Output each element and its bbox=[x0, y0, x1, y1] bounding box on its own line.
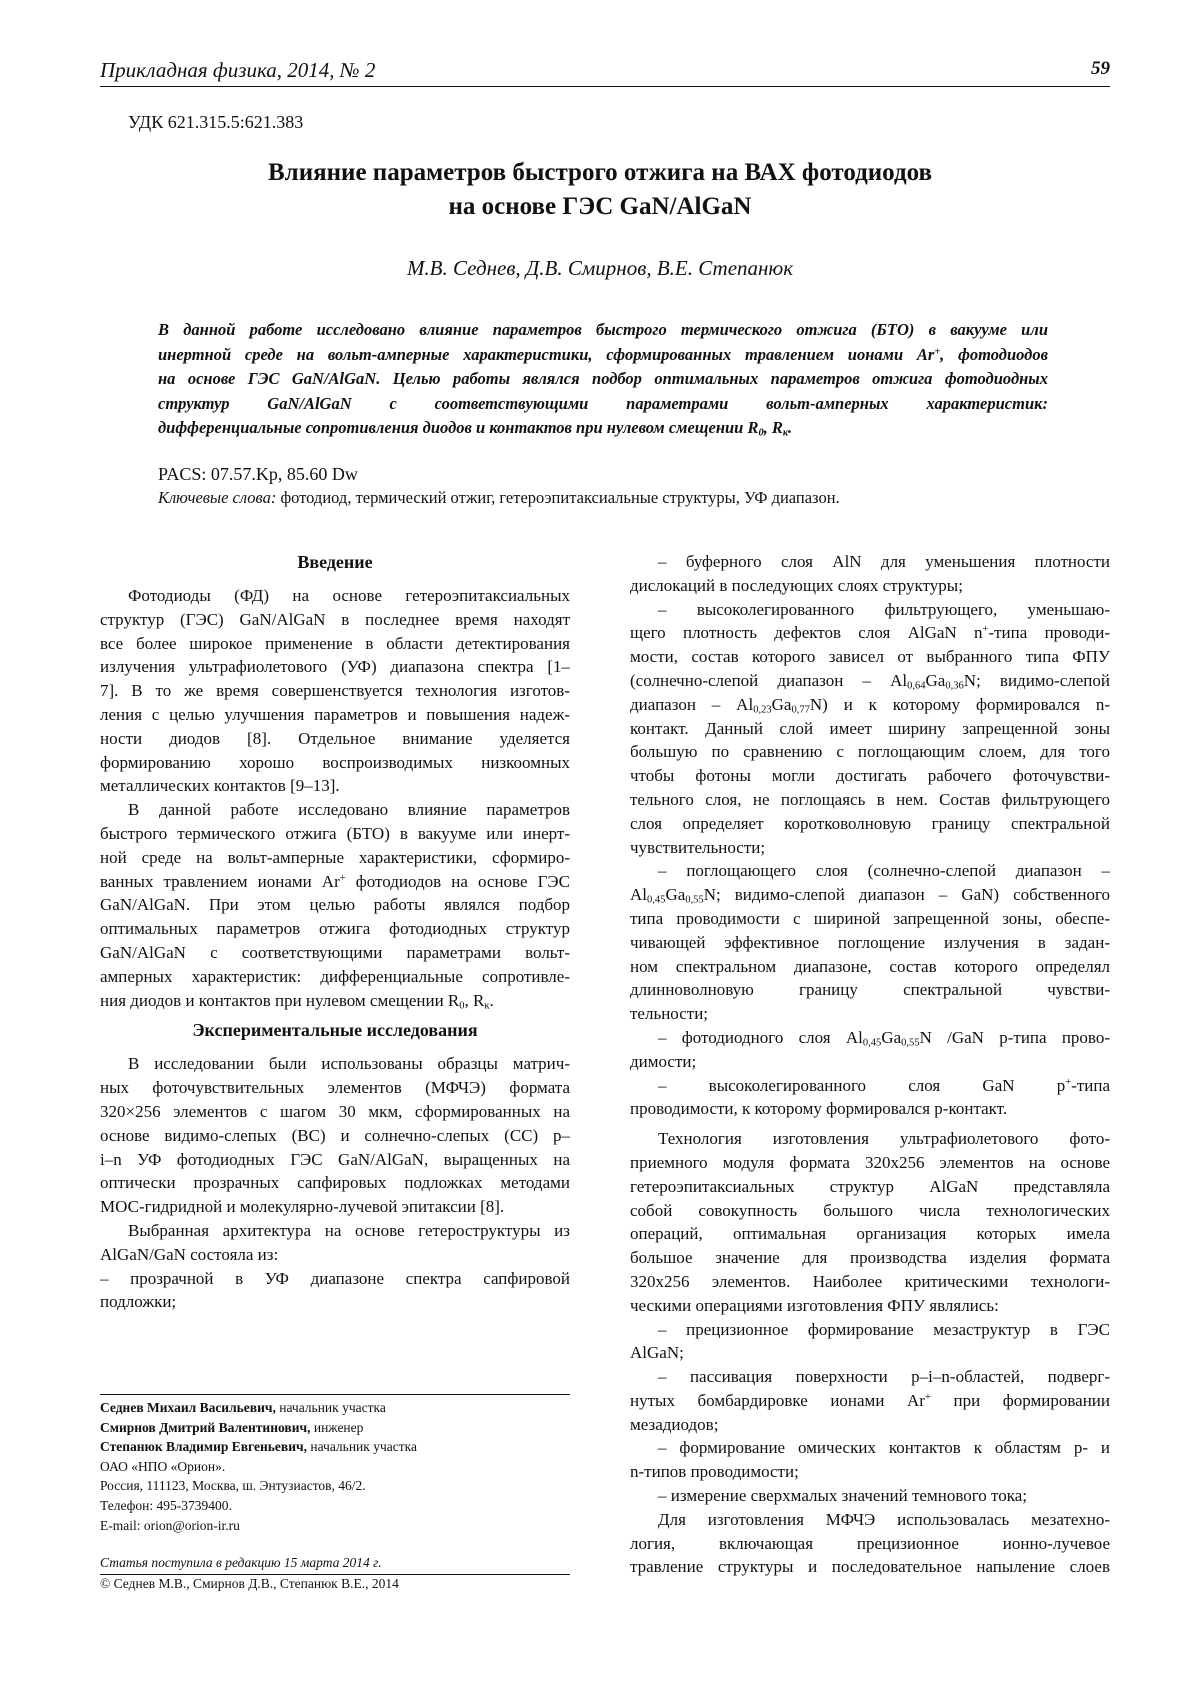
running-header bbox=[100, 58, 1110, 87]
journal-name: Прикладная физика, 2014, № 2 bbox=[100, 58, 376, 82]
page-number: 59 bbox=[1091, 58, 1110, 79]
abstract-line: на основе ГЭС GaN/AlGaN. Целью работы являлся подбор оптимальных параметров отжига фотодиодных bbox=[158, 369, 1048, 388]
abstract-line: В данной работе исследовано влияние параметров быстрого термического отжига (БТО) в вакууме или bbox=[158, 320, 1048, 339]
received-date: Статья поступила в редакцию 15 марта 2014 г. bbox=[100, 1555, 382, 1570]
copyright: © Седнев М.В., Смирнов Д.В., Степанюк В.Е., 2014 bbox=[100, 1576, 399, 1591]
paragraph-experimental-1: В исследовании были использованы образцы матрич- ных фоточувствительных элементов (МФЧЭ) формата 320×256 элементов с шагом 30 мкм, сформированных на основе видимо-слепых (ВС) и солнечно-слепых (СС) p– i–n УФ фотодиодных ГЭС GaN/AlGaN, выращенных на оптически прозрачных сапфировых подложках методами МОС-гидридной и молекулярно-лучевой эпитаксии [8]. bbox=[100, 1054, 570, 1217]
abstract-line: структур GaN/AlGaN с соответствующими параметрами вольт-амперных характеристик: bbox=[158, 393, 1048, 413]
list-item-substrate: – прозрачной в УФ диапазоне спектра сапфировой подложки; bbox=[100, 1268, 570, 1312]
list-item-buffer-layer: – буферного слоя AlN для уменьшения плотности дислокаций в последующих слоях структуры; bbox=[630, 552, 1110, 595]
paragraph-intro-1: Фотодиоды (ФД) на основе гетероэпитаксиальных структур (ГЭС) GaN/AlGaN в последнее время находят все более широкое применение в области детектирования излучения ультрафиолетового (УФ) диапазона спектра [1– 7]. В то же время совершенствуется технология изготов- ления с целью улучшения параметров и повышения надеж- ности диодов [8]. Отдельное внимание уделяется формированию хорошо воспроизводимых низкоомных металлических контактов [9–13]. bbox=[100, 586, 570, 796]
pacs-codes: PACS: 07.57.Kp, 85.60 Dw bbox=[158, 464, 358, 484]
paragraph-mesa-technology: Для изготовления МФЧЭ использовалась мезатехно- логия, включающая прецизионное ионно-лучевое травление структуры и последовательное напыление слоев bbox=[630, 1509, 1110, 1577]
udk-code: УДК 621.315.5:621.383 bbox=[128, 112, 304, 132]
keywords bbox=[158, 488, 840, 508]
right-column bbox=[630, 550, 1110, 1579]
list-item-ohmic-contacts: – формирование омических контактов к областям p- и n-типов проводимости; bbox=[630, 1438, 1110, 1482]
abstract bbox=[158, 318, 1048, 441]
list-item-photodiode-layer: – фотодиодного слоя $Al_{0,45}Ga_{0,55}N$ /GaN p-типа прово- димости; bbox=[630, 1027, 1110, 1071]
section-heading-introduction: Введение bbox=[297, 552, 373, 572]
list-item-contact-layer: – высоколегированного слоя GaN p+-типа проводимости, к которому формировался p-контакт. bbox=[630, 1075, 1110, 1119]
list-item-dark-current: – измерение сверхмалых значений темнового тока; bbox=[658, 1486, 1028, 1506]
abstract-line: инертной среде на вольт-амперные характеристики, сформированных травлением ионами Ar+, фотодиодов bbox=[158, 344, 1048, 364]
keywords-text: фотодиод, термический отжиг, гетероэпитаксиальные структуры, УФ диапазон. bbox=[280, 488, 840, 507]
phone: Телефон: 495-3739400. bbox=[100, 1497, 232, 1513]
author-list: М.В. Седнев, Д.В. Смирнов, В.Е. Степанюк bbox=[406, 256, 794, 280]
paragraph-intro-2: В данной работе исследовано влияние параметров быстрого термического отжига (БТО) в вакууме или инерт- ной среде на вольт-амперные характеристики, сформиро- ванных травлением ионами Ar+ фотодиодов на основе ГЭС GaN/AlGaN. При этом целью работы являлся подбор оптимальных параметров отжига фотодиодных структур GaN/AlGaN с соответствующими параметрами вольт- амперных характеристик: дифференциальные сопротивле- ния диодов и контактов при нулевом смещении $R_0$, $R_к$. bbox=[100, 800, 570, 1012]
article-title bbox=[100, 156, 1100, 224]
list-item-passivation: – пассивация поверхности p–i–n-областей, подверг- нутых бомбардировке ионами Ar+ при формировании мезадиодов; bbox=[630, 1367, 1110, 1434]
left-column bbox=[100, 550, 570, 1314]
email: E-mail: orion@orion-ir.ru bbox=[100, 1517, 240, 1533]
address: Россия, 111123, Москва, ш. Энтузиастов, 46/2. bbox=[100, 1478, 366, 1494]
section-heading-experimental: Экспериментальные исследования bbox=[192, 1020, 478, 1041]
footnote-divider bbox=[100, 1394, 570, 1395]
author-footnotes: Седнев Михаил Васильевич, начальник участка Смирнов Дмитрий Валентинович, инженер Степанюк Владимир Евгеньевич, начальник участка ОАО «НПО «Орион». Россия, 111123, Москва, ш. Энтузиастов, 46/2. Телефон: 495-3739400. E-mail: orion@orion-ir.ru bbox=[100, 1398, 570, 1535]
list-item-absorbing-layer: – поглощающего слоя (солнечно-слепой диапазон – $Al_{0,45}Ga_{0,55}N$; видимо-слепой диапазон – GaN) собственного типа проводимости с шириной запрещенной зоны, обеспе- чивающей эффективное поглощение излучения в задан- ном спектральном диапазоне, состав которого определял длинноволновую границу спектральной чувстви- тельности; bbox=[630, 861, 1110, 1024]
abstract-line: дифференциальные сопротивления диодов и контактов при нулевом смещении $R_0$, $R_к$. bbox=[158, 418, 793, 439]
title-line-1: Влияние параметров быстрого отжига на ВАХ фотодиодов bbox=[268, 159, 932, 186]
keywords-label: Ключевые слова: bbox=[158, 488, 277, 507]
paragraph-technology: Технология изготовления ультрафиолетового фото- приемного модуля формата 320х256 элементов на основе гетероэпитаксиальных структур AlGaN представляла собой совокупность большого числа технологических операций, оптимальная организация которых имела большое значение для производства изделия формата 320х256 элементов. Наиболее критическими технологи- ческими операциями изготовления ФПУ являлись: bbox=[630, 1129, 1110, 1315]
title-line-2: на основе ГЭС GaN/AlGaN bbox=[448, 193, 752, 220]
list-item-mesa: – прецизионное формирование мезаструктур в ГЭС AlGaN; bbox=[630, 1319, 1110, 1363]
list-item-filter-layer: – высоколегированного фильтрующего, уменьшаю- щего плотность дефектов слоя AlGaN n+-типа проводи- мости, состав которого зависел от выбранного типа ФПУ (солнечно-слепой диапазон – $Al_{0,64}Ga_{0,36}N$; видимо-слепой диапазон – $Al_{0,23}Ga_{0,77}N$) и к которому формировался n- контакт. Данный слой имеет ширину запрещенной зоны большую по сравнению с поглощающим слоем, для того чтобы фотоны могли достигать рабочего фоточувстви- тельного слоя, не поглощаясь в нем. Состав фильтрующего слоя определяет коротковолновую границу спектральной чувствительности; bbox=[630, 599, 1110, 857]
paragraph-experimental-2: Выбранная архитектура на основе гетероструктуры из AlGaN/GaN состояла из: bbox=[100, 1220, 570, 1264]
copyright-divider bbox=[100, 1574, 570, 1575]
organization: ОАО «НПО «Орион». bbox=[100, 1458, 226, 1474]
